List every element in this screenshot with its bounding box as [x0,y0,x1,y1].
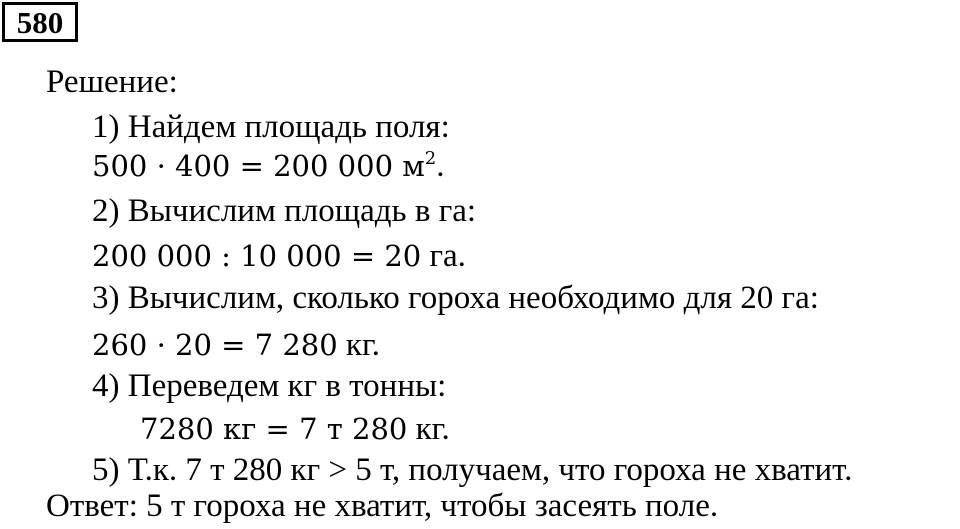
step-1-label: 1) Найдем площадь поля: [92,109,450,145]
step-5-label: 5) Т.к. 7 т 280 кг > 5 т, получаем, что гороха не хватит. [92,452,853,488]
step-2-label: 2) Вычислим площадь в га: [92,193,477,229]
step-2-calc [92,240,466,273]
step-3-calc-unit: кг. [337,327,381,363]
step-3-label: 3) Вычислим, сколько гороха необходимо для 20 га: [92,280,819,316]
step-2-calc-main: 200 000 : 10 000 = 20 [92,239,422,273]
step-4-calc-main: 7280 кг = 7 т 280 [140,412,408,446]
step-3-calc-main: 260 · 20 = 7 280 [92,328,338,362]
step-3-calc [92,329,380,362]
step-4-label: 4) Переведем кг в тонны: [92,368,447,404]
solution-heading: Решение: [46,64,178,100]
step-2-calc-unit: га. [421,238,466,274]
answer: Ответ: 5 т гороха не хватит, чтобы засеять поле. [46,488,719,524]
step-4-calc [140,413,450,446]
step-1-calc-exponent: 2 [424,148,437,169]
step-1-calc-end: . [436,148,445,184]
step-4-calc-unit: кг. [407,411,450,447]
step-1-calc-main: 500 · 400 = 200 000 м [92,149,425,183]
problem-number: 580 [2,2,78,42]
step-1-calc [92,150,445,183]
